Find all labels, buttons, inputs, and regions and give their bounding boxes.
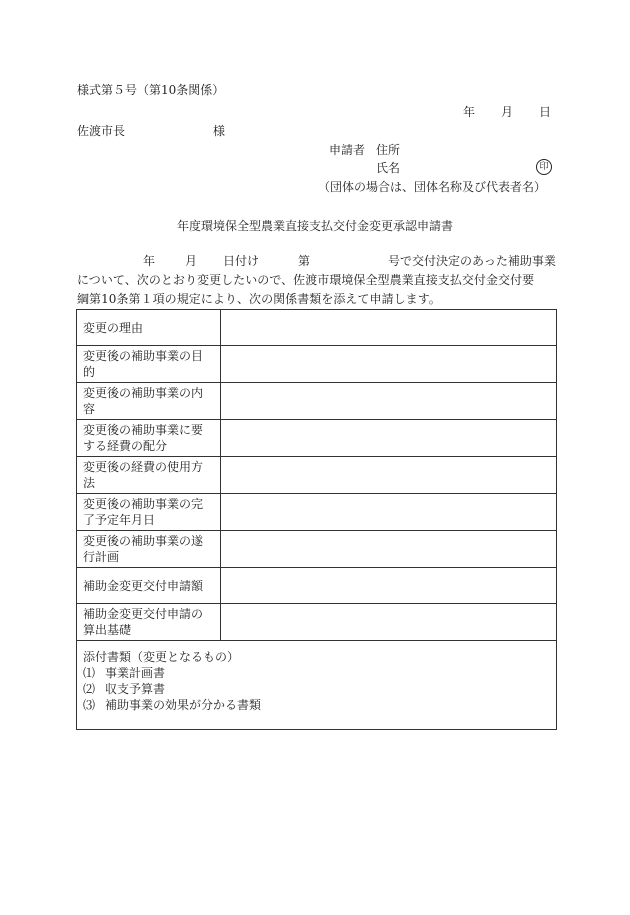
row-label: 変更後の経費の使用方法: [77, 457, 221, 494]
row-value-field[interactable]: [221, 310, 557, 346]
table-row: [77, 494, 557, 531]
applicant-label: 申請者: [329, 143, 366, 157]
attachments-cell: [77, 641, 557, 730]
row-label: 変更後の補助事業の目的: [77, 346, 221, 383]
row-value-field[interactable]: [221, 420, 557, 457]
table-row: [77, 604, 557, 641]
name-label: 氏名: [376, 161, 401, 175]
table-row: [77, 310, 557, 346]
table-row: [77, 531, 557, 568]
group-note: （団体の場合は、団体名称及び代表者名）: [318, 180, 547, 194]
row-value-field[interactable]: [221, 457, 557, 494]
table-row: [77, 457, 557, 494]
row-label: 変更後の補助事業の内容: [77, 383, 221, 420]
row-value-field[interactable]: [221, 346, 557, 383]
body-date-suffix: 日付け: [223, 254, 260, 268]
table-row: [77, 568, 557, 604]
row-value-field[interactable]: [221, 494, 557, 531]
attachment-number: ⑴: [83, 666, 96, 680]
row-label: 変更後の補助事業の遂行計画: [77, 531, 221, 568]
document-title: 年度環境保全型農業直接支払交付金変更承認申請書: [176, 219, 453, 233]
body-number-prefix: 第: [298, 254, 311, 268]
date-day-label: 日: [539, 105, 552, 119]
attachment-item: [83, 681, 550, 697]
table-row: [77, 420, 557, 457]
attachments-row: [77, 641, 557, 730]
body-month-label: 月: [185, 254, 198, 268]
table-row: [77, 346, 557, 383]
address-label: 住所: [376, 143, 401, 157]
body-line1-suffix: 号で交付決定のあった補助事業: [388, 254, 556, 268]
attachment-text: 収支予算書: [105, 682, 166, 696]
honorific: 様: [213, 124, 226, 138]
attachment-item: [83, 665, 550, 681]
table-row: [77, 383, 557, 420]
row-value-field[interactable]: [221, 531, 557, 568]
attachment-item: [83, 697, 550, 713]
addressee: 佐渡市長: [77, 124, 126, 138]
attachments-heading: 添付書類（変更となるもの）: [83, 650, 240, 664]
attachment-number: ⑶: [83, 698, 96, 712]
row-value-field[interactable]: [221, 568, 557, 604]
row-label: 変更の理由: [77, 310, 221, 346]
form-number: 様式第５号（第10条関係）: [77, 83, 225, 97]
body-line-2: について、次のとおり変更したいので、佐渡市環境保全型農業直接支払交付金交付要: [77, 273, 535, 287]
row-label: 変更後の補助事業に要する経費の配分: [77, 420, 221, 457]
date-year-label: 年: [463, 105, 476, 119]
row-value-field[interactable]: [221, 604, 557, 641]
change-details-table: [76, 309, 557, 730]
attachment-text: 事業計画書: [105, 666, 166, 680]
date-month-label: 月: [501, 105, 514, 119]
row-label: 変更後の補助事業の完了予定年月日: [77, 494, 221, 531]
seal-mark: 印: [536, 159, 552, 175]
attachment-text: 補助事業の効果が分かる書類: [105, 698, 262, 712]
row-label: 補助金変更交付申請額: [77, 568, 221, 604]
row-value-field[interactable]: [221, 383, 557, 420]
attachment-number: ⑵: [83, 682, 96, 696]
body-line-3: 綱第10条第１項の規定により、次の関係書類を添えて申請します。: [77, 292, 441, 306]
body-year-label: 年: [143, 254, 156, 268]
row-label: 補助金変更交付申請の算出基礎: [77, 604, 221, 641]
